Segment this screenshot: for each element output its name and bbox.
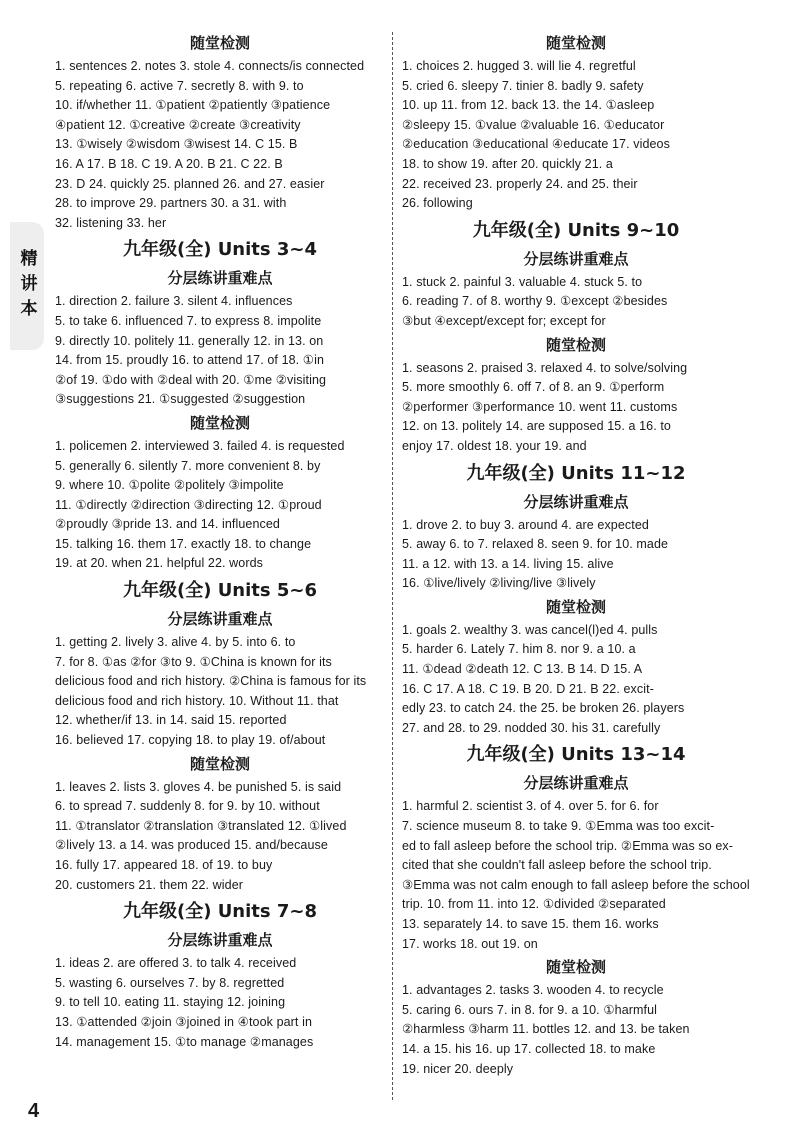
answer-line: 1. ideas 2. are offered 3. to talk 4. received [55, 956, 297, 971]
answer-line: 5. harder 6. Lately 7. him 8. nor 9. a 10. a [402, 642, 636, 657]
answer-line: 14. management 15. ①to manage ②manages [55, 1034, 314, 1049]
answer-line: 12. on 13. politely 14. are supposed 15. a 16. to [402, 419, 671, 434]
answer-line: 5. cried 6. sleepy 7. tinier 8. badly 9. safety [402, 78, 644, 93]
answer-line: 7. science museum 8. to take 9. ①Emma was too excit- [402, 819, 715, 834]
section-title: 九年级(全) Units 11~12 [466, 462, 686, 484]
answer-line: 1. leaves 2. lists 3. gloves 4. be punished 5. is said [55, 779, 342, 794]
section-subtitle: 分层练讲重难点 [523, 492, 629, 511]
left-answer-column [55, 30, 385, 1052]
answer-line: 16. fully 17. appeared 18. of 19. to buy [55, 858, 273, 872]
section-subtitle: 随堂检测 [189, 413, 250, 432]
answer-line: ②education ③educational ④educate 17. videos [402, 137, 670, 152]
answer-line: 5. repeating 6. active 7. secretly 8. with 9. to [55, 78, 304, 93]
answer-line: 7. for 8. ①as ②for ③to 9. ①China is known for its [55, 654, 332, 669]
section-subtitle: 分层练讲重难点 [167, 610, 273, 629]
answer-line: 16. ①live/lively ②living/live ③lively [402, 576, 596, 591]
answer-line: ②of 19. ①do with ②deal with 20. ①me ②visiting [55, 372, 327, 387]
answer-line: 32. listening 33. her [55, 215, 167, 230]
answer-line: 16. believed 17. copying 18. to play 19. of/about [55, 733, 326, 748]
page-number: 4 [28, 1100, 40, 1122]
answer-line: 13. ①wisely ②wisdom ③wisest 14. C 15. B [55, 137, 298, 152]
right-answer-column [402, 30, 750, 1079]
answer-line: 14. from 15. proudly 16. to attend 17. of 18. ①in [55, 353, 325, 368]
answer-line: 5. away 6. to 7. relaxed 8. seen 9. for 10. made [402, 537, 669, 552]
answer-line: 11. ①directly ②direction ③directing 12. ①proud [55, 497, 322, 512]
section-subtitle: 随堂检测 [545, 34, 606, 52]
answer-line: 1. drove 2. to buy 3. around 4. are expected [402, 517, 649, 532]
answer-line: ④patient 12. ①creative ②create ③creativity [55, 117, 301, 132]
side-tab-label: 精讲本 [16, 248, 37, 324]
answer-line: ②performer ③performance 10. went 11. customs [402, 399, 678, 414]
answer-line: 23. D 24. quickly 25. planned 26. and 27. easier [55, 176, 325, 191]
answer-line: 5. to take 6. influenced 7. to express 8. impolite [55, 313, 322, 328]
answer-line: 12. whether/if 13. in 14. said 15. reported [55, 713, 287, 728]
answer-line: 1. advantages 2. tasks 3. wooden 4. to recycle [402, 983, 664, 998]
answer-line: 10. up 11. from 12. back 13. the 14. ①asleep [402, 98, 655, 113]
answer-line: ②lively 13. a 14. was produced 15. and/because [55, 838, 328, 853]
section-title: 九年级(全) Units 3~4 [122, 239, 318, 261]
answer-line: 1. policemen 2. interviewed 3. failed 4. is requested [55, 438, 345, 453]
answer-line: 9. directly 10. politely 11. generally 12. in 13. on [55, 333, 324, 348]
answer-line: 1. getting 2. lively 3. alive 4. by 5. into 6. to [55, 635, 296, 650]
answer-line: 1. goals 2. wealthy 3. was cancel(l)ed 4. pulls [402, 622, 658, 637]
answer-line: 1. choices 2. hugged 3. will lie 4. regretful [402, 59, 636, 73]
answer-line: ②harmless ③harm 11. bottles 12. and 13. be taken [402, 1022, 690, 1037]
side-tab [10, 222, 44, 350]
answer-line: 1. stuck 2. painful 3. valuable 4. stuck 5. to [402, 274, 643, 289]
answer-line: 13. separately 14. to save 15. them 16. works [402, 917, 659, 931]
answer-line: 6. reading 7. of 8. worthy 9. ①except ②besides [402, 294, 668, 309]
column-divider [392, 32, 393, 1100]
answer-line: 13. ①attended ②join ③joined in ④took part in [55, 1014, 313, 1029]
answer-line: 1. sentences 2. notes 3. stole 4. connects/is connected [55, 59, 365, 73]
answer-line: 1. harmful 2. scientist 3. of 4. over 5. for 6. for [402, 799, 659, 814]
answer-line: 19. at 20. when 21. helpful 22. words [55, 556, 264, 571]
answer-line: 26. following [402, 196, 473, 211]
answer-line: 16. C 17. A 18. C 19. B 20. D 21. B 22. excit- [402, 681, 654, 696]
answer-line: 10. if/whether 11. ①patient ②patiently ③patience [55, 98, 331, 113]
section-subtitle: 分层练讲重难点 [167, 931, 273, 950]
section-title: 九年级(全) Units 5~6 [122, 580, 318, 602]
answer-line: ed to fall asleep before the school trip. ②Emma was so ex- [402, 838, 734, 853]
answer-line: 11. ①dead ②death 12. C 13. B 14. D 15. A [402, 662, 643, 677]
answer-line: 27. and 28. to 29. nodded 30. his 31. carefully [402, 720, 661, 735]
section-subtitle: 随堂检测 [189, 34, 250, 52]
answer-line: enjoy 17. oldest 18. your 19. and [402, 438, 587, 453]
answer-line: 20. customers 21. them 22. wider [55, 877, 244, 892]
answer-line: ②sleepy 15. ①value ②valuable 16. ①educator [402, 117, 665, 132]
answer-line: ②proudly ③pride 13. and 14. influenced [55, 517, 280, 532]
answer-line: 5. more smoothly 6. off 7. of 8. an 9. ①perform [402, 380, 665, 395]
section-subtitle: 分层练讲重难点 [167, 269, 273, 288]
answer-line: 9. where 10. ①polite ②politely ③impolite [55, 478, 284, 493]
answer-line: 9. to tell 10. eating 11. staying 12. joining [55, 995, 286, 1010]
section-subtitle: 随堂检测 [545, 335, 606, 354]
section-subtitle: 随堂检测 [545, 597, 606, 616]
answer-line: 6. to spread 7. suddenly 8. for 9. by 10. without [55, 799, 320, 814]
answer-line: 19. nicer 20. deeply [402, 1061, 514, 1076]
answer-line: 1. seasons 2. praised 3. relaxed 4. to solve/solving [402, 360, 688, 375]
answer-line: 22. received 23. properly 24. and 25. their [402, 176, 638, 191]
answer-line: delicious food and rich history. ②China is famous for its [55, 674, 367, 689]
answer-line: ③suggestions 21. ①suggested ②suggestion [55, 392, 306, 407]
answer-line: 1. direction 2. failure 3. silent 4. influences [55, 294, 293, 309]
section-subtitle: 分层练讲重难点 [523, 774, 629, 793]
answer-line: 5. wasting 6. ourselves 7. by 8. regretted [55, 975, 285, 990]
section-title: 九年级(全) Units 9~10 [472, 219, 680, 241]
answer-line: 5. generally 6. silently 7. more convenient 8. by [55, 458, 321, 473]
answer-line: trip. 10. from 11. into 12. ①divided ②separated [402, 897, 666, 912]
answer-line: 14. a 15. his 16. up 17. collected 18. to make [402, 1041, 656, 1056]
answer-line: 5. caring 6. ours 7. in 8. for 9. a 10. ①harmful [402, 1002, 658, 1017]
answer-line: edly 23. to catch 24. the 25. be broken 26. players [402, 701, 685, 716]
answer-line: 18. to show 19. after 20. quickly 21. a [402, 156, 613, 171]
answer-line: 28. to improve 29. partners 30. a 31. with [55, 196, 287, 211]
answer-line: 15. talking 16. them 17. exactly 18. to change [55, 536, 312, 551]
answer-line: cited that she couldn't fall asleep before the school trip. [402, 858, 712, 873]
section-title: 九年级(全) Units 13~14 [466, 744, 686, 766]
answer-line: ③Emma was not calm enough to fall asleep before the school [402, 877, 750, 892]
answer-line: 16. A 17. B 18. C 19. A 20. B 21. C 22. B [55, 156, 283, 171]
section-subtitle: 分层练讲重难点 [523, 249, 629, 268]
answer-line: 11. ①translator ②translation ③translated 12. ①lived [55, 818, 347, 833]
answer-line: ③but ④except/except for; except for [402, 313, 606, 328]
section-subtitle: 随堂检测 [545, 958, 606, 977]
answer-line: delicious food and rich history. 10. Without 11. that [55, 693, 339, 708]
answer-line: 17. works 18. out 19. on [402, 936, 538, 951]
answer-line: 11. a 12. with 13. a 14. living 15. alive [402, 556, 614, 571]
section-subtitle: 随堂检测 [189, 754, 250, 773]
section-title: 九年级(全) Units 7~8 [122, 901, 318, 923]
